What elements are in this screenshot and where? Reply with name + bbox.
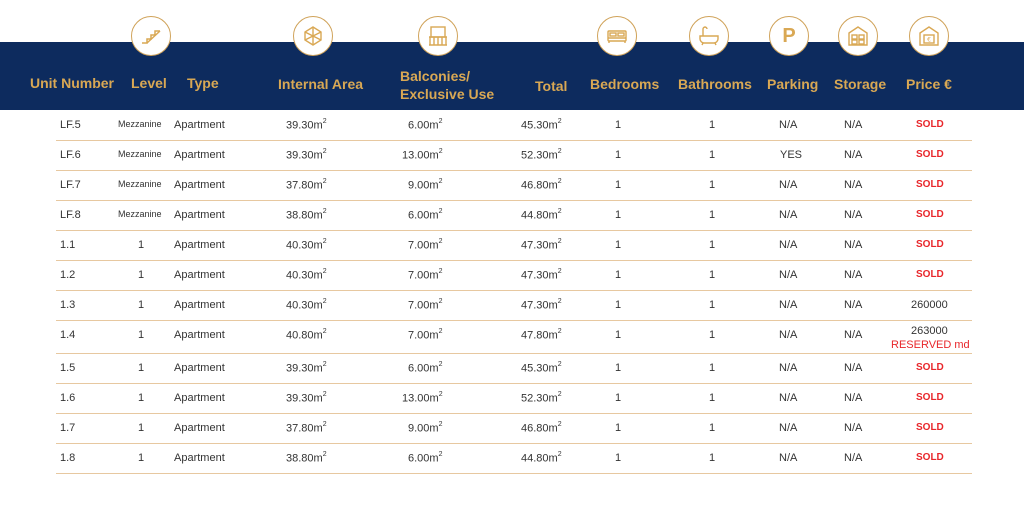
parking-cell: YES: [780, 149, 803, 161]
price-safe-icon: [909, 16, 949, 56]
price-cell: SOLD: [916, 392, 944, 403]
parking-cell: N/A: [779, 119, 798, 131]
area-unit: m: [548, 149, 558, 162]
balcony-area-cell-value: 7.00: [408, 269, 430, 282]
total-area-cell: [521, 422, 562, 435]
bedrooms-cell: 1: [615, 422, 622, 434]
area-unit: m: [313, 149, 323, 162]
internal-area-cell: [286, 269, 327, 282]
price-cell: SOLD: [916, 422, 944, 433]
parking-cell: N/A: [779, 299, 798, 311]
stairs-icon: [131, 16, 171, 56]
table-row[interactable]: [56, 201, 972, 231]
parking-cell: N/A: [779, 392, 798, 404]
total-area-cell-value: 44.80: [521, 209, 549, 222]
area-exponent: 2: [557, 118, 562, 125]
svg-text:€: €: [927, 36, 931, 44]
level-cell: 1: [138, 362, 145, 374]
level-cell: 1: [138, 329, 145, 341]
internal-area-cell-value: 39.30: [286, 119, 314, 132]
price-cell: SOLD: [916, 209, 944, 220]
total-area-cell: [521, 452, 562, 465]
storage-cell: N/A: [844, 239, 863, 251]
col-level: Level: [131, 75, 167, 91]
storage-cell: N/A: [844, 329, 863, 341]
area-exponent: 2: [322, 148, 327, 155]
bathrooms-cell: 1: [709, 362, 716, 374]
unit-number-cell: LF.5: [60, 119, 81, 131]
area-exponent: 2: [322, 361, 327, 368]
internal-area-cell-value: 40.30: [286, 269, 314, 282]
level-cell: 1: [138, 452, 145, 464]
table-row[interactable]: [56, 171, 972, 201]
balcony-area-cell-value: 9.00: [408, 422, 430, 435]
area-unit: m: [429, 452, 439, 465]
parking-cell: N/A: [779, 269, 798, 281]
bathrooms-cell: 1: [709, 392, 716, 404]
area-unit: m: [548, 179, 558, 192]
internal-area-cell-value: 37.80: [286, 422, 314, 435]
total-area-cell: [521, 239, 562, 252]
area-unit: m: [548, 209, 558, 222]
bedrooms-cell: 1: [615, 329, 622, 341]
balcony-area-cell-value: 7.00: [408, 239, 430, 252]
parking-cell: N/A: [779, 362, 798, 374]
balcony-area-cell: [402, 149, 443, 162]
area-exponent: 2: [557, 148, 562, 155]
bathrooms-cell: 1: [709, 452, 716, 464]
parking-cell: N/A: [779, 239, 798, 251]
balcony-area-cell-value: 7.00: [408, 329, 430, 342]
area-exponent: 2: [322, 298, 327, 305]
col-balconies-line2: Exclusive Use: [400, 86, 495, 102]
price-cell: SOLD: [916, 362, 944, 373]
col-parking: Parking: [767, 76, 819, 92]
bedrooms-cell: 1: [615, 299, 622, 311]
unit-number-cell: LF.7: [60, 179, 81, 191]
type-cell: Apartment: [174, 299, 225, 311]
parking-letter: P: [782, 25, 796, 47]
storage-cell: N/A: [844, 299, 863, 311]
area-unit: m: [548, 329, 558, 342]
bathrooms-cell: 1: [709, 329, 716, 341]
area-unit: m: [548, 299, 558, 312]
bathrooms-cell: 1: [709, 149, 716, 161]
parking-cell: N/A: [779, 209, 798, 221]
total-area-cell: [521, 179, 562, 192]
bathtub-icon: [689, 16, 729, 56]
level-cell: Mezzanine: [118, 119, 162, 129]
bathrooms-cell: 1: [709, 422, 716, 434]
level-cell: 1: [138, 422, 145, 434]
balcony-area-cell: [402, 392, 443, 405]
price-cell: SOLD: [916, 119, 944, 130]
area-unit: m: [313, 179, 323, 192]
total-area-cell-value: 44.80: [521, 452, 549, 465]
level-cell: Mezzanine: [118, 149, 162, 159]
col-unit-number: Unit Number: [30, 75, 114, 91]
total-area-cell-value: 52.30: [521, 149, 549, 162]
area-unit: m: [548, 119, 558, 132]
parking-icon: [769, 16, 809, 56]
col-bathrooms: Bathrooms: [678, 76, 752, 92]
area-exponent: 2: [438, 391, 443, 398]
price-cell: SOLD: [916, 179, 944, 190]
level-cell: 1: [138, 299, 145, 311]
area-unit: m: [429, 422, 439, 435]
area-exponent: 2: [557, 238, 562, 245]
area-exponent: 2: [322, 451, 327, 458]
unit-number-cell: 1.6: [60, 392, 76, 404]
internal-area-cell: [286, 149, 327, 162]
level-cell: 1: [138, 239, 145, 251]
internal-area-cell-value: 40.80: [286, 329, 314, 342]
total-area-cell: [521, 392, 562, 405]
table-row[interactable]: [56, 111, 972, 141]
total-area-cell: [521, 119, 562, 132]
storage-cell: N/A: [844, 209, 863, 221]
area-exponent: 2: [438, 421, 443, 428]
price-cell: SOLD: [916, 452, 944, 463]
internal-area-cell-value: 38.80: [286, 452, 314, 465]
type-cell: Apartment: [174, 119, 225, 131]
area-exponent: 2: [438, 298, 443, 305]
area-unit: m: [548, 452, 558, 465]
unit-number-cell: 1.3: [60, 299, 76, 311]
area-exponent: 2: [438, 178, 443, 185]
unit-number-cell: 1.2: [60, 269, 76, 281]
area-exponent: 2: [438, 118, 443, 125]
area-exponent: 2: [557, 391, 562, 398]
table-row[interactable]: [56, 291, 972, 321]
area-unit: m: [429, 329, 439, 342]
area-exponent: 2: [557, 421, 562, 428]
area-unit: m: [429, 179, 439, 192]
area-unit: m: [429, 239, 439, 252]
area-exponent: 2: [438, 238, 443, 245]
total-area-cell-value: 52.30: [521, 392, 549, 405]
parking-cell: N/A: [779, 452, 798, 464]
area-exponent: 2: [322, 118, 327, 125]
price-cell: 260000: [911, 299, 948, 311]
area-unit: m: [313, 362, 323, 375]
col-total: Total: [535, 78, 568, 94]
area-exponent: 2: [438, 268, 443, 275]
bedrooms-cell: 1: [615, 269, 622, 281]
area-unit: m: [548, 362, 558, 375]
internal-area-cell: [286, 392, 327, 405]
col-balconies-line1: Balconies/: [400, 68, 471, 84]
area-unit: m: [429, 392, 439, 405]
area-unit: m: [429, 269, 439, 282]
unit-number-cell: LF.6: [60, 149, 81, 161]
internal-area-cell: [286, 119, 327, 132]
table-row[interactable]: [56, 321, 972, 354]
area-unit: m: [548, 269, 558, 282]
area-exponent: 2: [557, 328, 562, 335]
balcony-area-cell: [408, 269, 443, 282]
bed-icon: [597, 16, 637, 56]
area-unit: m: [313, 452, 323, 465]
unit-number-cell: 1.7: [60, 422, 76, 434]
storage-cell: N/A: [844, 179, 863, 191]
area-unit: m: [429, 362, 439, 375]
col-storage: Storage: [834, 76, 887, 92]
unit-number-cell: 1.4: [60, 329, 76, 341]
balcony-area-cell-value: 9.00: [408, 179, 430, 192]
area-unit: m: [548, 422, 558, 435]
total-area-cell: [521, 269, 562, 282]
price-cell: SOLD: [916, 269, 944, 280]
total-area-cell: [521, 299, 562, 312]
total-area-cell: [521, 329, 562, 342]
area-unit: m: [313, 239, 323, 252]
level-cell: 1: [138, 269, 145, 281]
area-unit: m: [313, 422, 323, 435]
balcony-area-cell: [408, 452, 443, 465]
area-exponent: 2: [438, 208, 443, 215]
area-exponent: 2: [322, 178, 327, 185]
area-exponent: 2: [438, 328, 443, 335]
area-unit: m: [313, 392, 323, 405]
bedrooms-cell: 1: [615, 119, 622, 131]
area-exponent: 2: [438, 361, 443, 368]
storage-cell: N/A: [844, 269, 863, 281]
total-area-cell: [521, 362, 562, 375]
table-row[interactable]: [56, 384, 972, 414]
total-area-cell-value: 46.80: [521, 179, 549, 192]
area-exponent: 2: [557, 451, 562, 458]
area-unit: m: [429, 119, 439, 132]
type-cell: Apartment: [174, 269, 225, 281]
storage-cell: N/A: [844, 452, 863, 464]
bedrooms-cell: 1: [615, 239, 622, 251]
total-area-cell: [521, 209, 562, 222]
area-exponent: 2: [322, 391, 327, 398]
type-cell: Apartment: [174, 179, 225, 191]
internal-area-cell: [286, 209, 327, 222]
area-unit: m: [548, 239, 558, 252]
bedrooms-cell: 1: [615, 392, 622, 404]
storage-cell: N/A: [844, 149, 863, 161]
area-unit: m: [429, 209, 439, 222]
internal-area-cell-value: 38.80: [286, 209, 314, 222]
unit-number-cell: 1.8: [60, 452, 76, 464]
type-cell: Apartment: [174, 422, 225, 434]
area-exponent: 2: [438, 451, 443, 458]
internal-area-cell: [286, 329, 327, 342]
total-area-cell: [521, 149, 562, 162]
area-exponent: 2: [557, 298, 562, 305]
balcony-area-cell-value: 7.00: [408, 299, 430, 312]
internal-area-cell-value: 40.30: [286, 299, 314, 312]
parking-cell: N/A: [779, 422, 798, 434]
col-price: Price €: [906, 76, 952, 92]
bathrooms-cell: 1: [709, 299, 716, 311]
unit-number-cell: 1.1: [60, 239, 76, 251]
area-unit: m: [429, 149, 439, 162]
balcony-area-cell: [408, 422, 443, 435]
level-cell: Mezzanine: [118, 209, 162, 219]
area-unit: m: [313, 299, 323, 312]
area-exponent: 2: [438, 148, 443, 155]
area-unit: m: [548, 392, 558, 405]
storage-icon: [838, 16, 878, 56]
balcony-area-cell: [408, 239, 443, 252]
balcony-area-cell: [408, 179, 443, 192]
table-row[interactable]: [56, 261, 972, 291]
bathrooms-cell: 1: [709, 179, 716, 191]
bedrooms-cell: 1: [615, 209, 622, 221]
area-exponent: 2: [322, 328, 327, 335]
area-exponent: 2: [557, 178, 562, 185]
type-cell: Apartment: [174, 452, 225, 464]
balcony-area-cell: [408, 362, 443, 375]
balcony-area-cell-value: 13.00: [402, 392, 430, 405]
type-cell: Apartment: [174, 209, 225, 221]
balcony-area-cell-value: 6.00: [408, 452, 430, 465]
internal-area-cell: [286, 452, 327, 465]
unit-number-cell: LF.8: [60, 209, 81, 221]
level-cell: Mezzanine: [118, 179, 162, 189]
bedrooms-cell: 1: [615, 149, 622, 161]
unit-number-cell: 1.5: [60, 362, 76, 374]
cube-area-icon: [293, 16, 333, 56]
balcony-area-cell: [408, 299, 443, 312]
type-cell: Apartment: [174, 149, 225, 161]
balcony-icon: [418, 16, 458, 56]
internal-area-cell: [286, 239, 327, 252]
internal-area-cell: [286, 179, 327, 192]
internal-area-cell-value: 39.30: [286, 362, 314, 375]
bedrooms-cell: 1: [615, 362, 622, 374]
area-exponent: 2: [557, 361, 562, 368]
bathrooms-cell: 1: [709, 209, 716, 221]
type-cell: Apartment: [174, 362, 225, 374]
table-row[interactable]: [56, 354, 972, 384]
type-cell: Apartment: [174, 329, 225, 341]
internal-area-cell-value: 40.30: [286, 239, 314, 252]
parking-cell: N/A: [779, 179, 798, 191]
total-area-cell-value: 45.30: [521, 362, 549, 375]
storage-cell: N/A: [844, 422, 863, 434]
balcony-area-cell-value: 13.00: [402, 149, 430, 162]
price-cell: SOLD: [916, 239, 944, 250]
type-cell: Apartment: [174, 239, 225, 251]
type-cell: Apartment: [174, 392, 225, 404]
balcony-area-cell-value: 6.00: [408, 119, 430, 132]
parking-cell: N/A: [779, 329, 798, 341]
balcony-area-cell: [408, 119, 443, 132]
total-area-cell-value: 47.30: [521, 239, 549, 252]
internal-area-cell: [286, 362, 327, 375]
total-area-cell-value: 47.30: [521, 299, 549, 312]
area-unit: m: [313, 209, 323, 222]
internal-area-cell-value: 39.30: [286, 392, 314, 405]
balcony-area-cell: [408, 329, 443, 342]
area-exponent: 2: [322, 421, 327, 428]
table-row[interactable]: [56, 414, 972, 444]
area-unit: m: [313, 329, 323, 342]
total-area-cell-value: 47.80: [521, 329, 549, 342]
level-cell: 1: [138, 392, 145, 404]
col-bedrooms: Bedrooms: [590, 76, 660, 92]
col-internal-area: Internal Area: [278, 76, 364, 92]
bedrooms-cell: 1: [615, 179, 622, 191]
table-row[interactable]: [56, 231, 972, 261]
table-row[interactable]: [56, 444, 972, 474]
total-area-cell-value: 47.30: [521, 269, 549, 282]
internal-area-cell: [286, 299, 327, 312]
area-exponent: 2: [322, 238, 327, 245]
price-cell: SOLD: [916, 149, 944, 160]
table-row[interactable]: [56, 141, 972, 171]
price-cell: 263000: [911, 325, 948, 337]
internal-area-cell-value: 37.80: [286, 179, 314, 192]
area-unit: m: [313, 119, 323, 132]
area-unit: m: [313, 269, 323, 282]
col-type: Type: [187, 75, 219, 91]
price-note-cell: RESERVED md: [891, 339, 970, 351]
balcony-area-cell: [408, 209, 443, 222]
bathrooms-cell: 1: [709, 269, 716, 281]
total-area-cell-value: 45.30: [521, 119, 549, 132]
balcony-area-cell-value: 6.00: [408, 209, 430, 222]
area-exponent: 2: [322, 208, 327, 215]
area-exponent: 2: [557, 268, 562, 275]
internal-area-cell-value: 39.30: [286, 149, 314, 162]
total-area-cell-value: 46.80: [521, 422, 549, 435]
area-exponent: 2: [322, 268, 327, 275]
bedrooms-cell: 1: [615, 452, 622, 464]
internal-area-cell: [286, 422, 327, 435]
balcony-area-cell-value: 6.00: [408, 362, 430, 375]
storage-cell: N/A: [844, 362, 863, 374]
area-exponent: 2: [557, 208, 562, 215]
area-unit: m: [429, 299, 439, 312]
storage-cell: N/A: [844, 119, 863, 131]
bathrooms-cell: 1: [709, 239, 716, 251]
storage-cell: N/A: [844, 392, 863, 404]
bathrooms-cell: 1: [709, 119, 716, 131]
